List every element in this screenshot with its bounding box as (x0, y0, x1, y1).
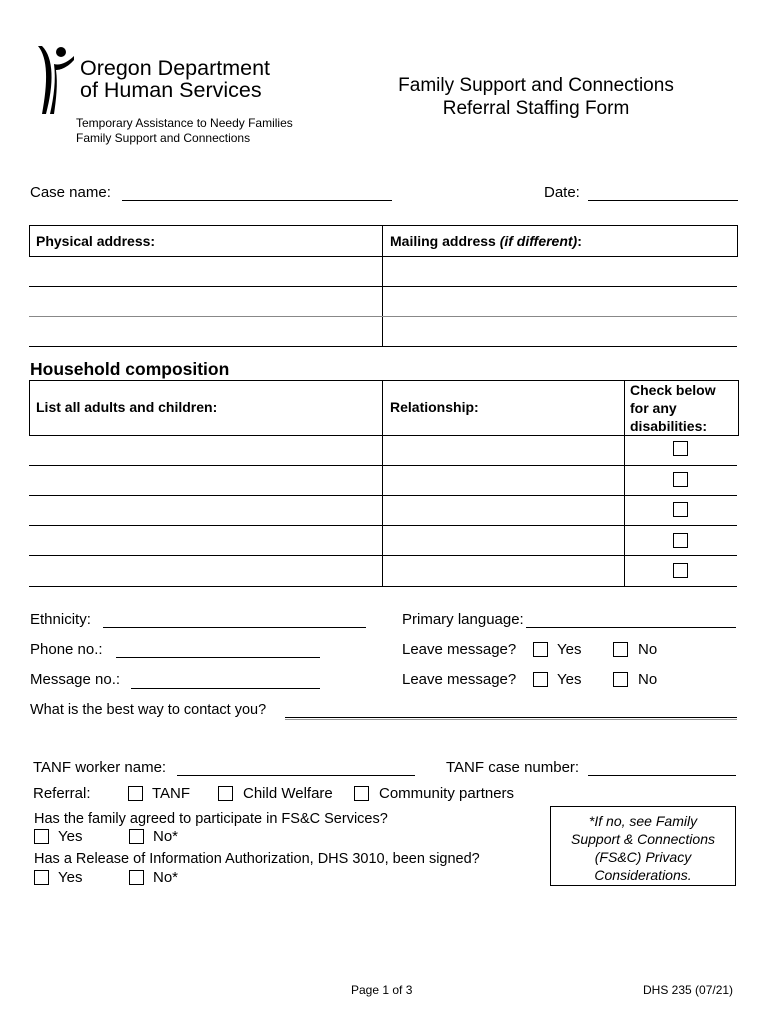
physical-address-label: Physical address: (36, 233, 156, 249)
date-field[interactable] (588, 200, 738, 201)
agency-line-2: of Human Services (80, 78, 262, 102)
disabilities-header-line-2: for any (630, 400, 677, 416)
tanf-worker-label: TANF worker name: (33, 759, 167, 776)
tanf-worker-field[interactable] (177, 775, 415, 776)
phone-leave-message-no-label: No (638, 641, 658, 658)
tanf-case-number-label: TANF case number: (446, 759, 580, 776)
phone-leave-message-yes-label: Yes (557, 641, 582, 658)
mailing-address-line-3[interactable] (382, 346, 737, 347)
participation-no-checkbox[interactable] (129, 829, 144, 844)
page-number: Page 1 of 3 (351, 983, 413, 997)
best-way-field-underline (285, 719, 737, 720)
referral-community-label: Community partners (379, 785, 515, 802)
best-way-field[interactable] (285, 717, 737, 718)
referral-community-checkbox[interactable] (354, 786, 369, 801)
referral-child-welfare-checkbox[interactable] (218, 786, 233, 801)
disabilities-header-line-1: Check below (630, 382, 716, 398)
participation-yes-label: Yes (58, 828, 83, 845)
message-leave-message-no-checkbox[interactable] (613, 672, 628, 687)
household-row-3[interactable] (29, 525, 737, 526)
referral-tanf-label: TANF (152, 785, 191, 802)
program-name (76, 116, 293, 146)
household-heading: Household composition (30, 359, 230, 379)
program-line-2: Family Support and Connections (76, 131, 251, 145)
leave-message-label-message: Leave message? (402, 671, 517, 688)
program-line-1: Temporary Assistance to Needy Families (76, 116, 293, 130)
mailing-address-line-2[interactable] (382, 316, 737, 317)
household-col-names: List all adults and children: (36, 399, 218, 415)
date-label: Date: (544, 184, 580, 201)
physical-address-line-1[interactable] (29, 286, 382, 287)
form-id: DHS 235 (07/21) (643, 983, 734, 997)
mailing-address-text: Mailing address (390, 233, 500, 249)
referral-label: Referral: (33, 785, 91, 802)
disability-checkbox-5[interactable] (673, 563, 688, 578)
form-title-line-2: Referral Staffing Form (442, 98, 630, 119)
agency-line-1: Oregon Department (80, 56, 271, 80)
form-title-line-1: Family Support and Connections (398, 75, 674, 96)
message-leave-message-yes-label: Yes (557, 671, 582, 688)
mailing-address-line-1[interactable] (382, 286, 737, 287)
mailing-address-qualifier: (if different) (499, 233, 578, 249)
phone-leave-message-no-checkbox[interactable] (613, 642, 628, 657)
privacy-note-line-2: Support & Connections (571, 831, 715, 847)
message-label: Message no.: (30, 671, 121, 688)
privacy-note-line-1: *If no, see Family (588, 813, 698, 829)
disability-checkbox-1[interactable] (673, 441, 688, 456)
release-yes-checkbox[interactable] (34, 870, 49, 885)
form-title (366, 74, 706, 120)
leave-message-label-phone: Leave message? (402, 641, 517, 658)
case-name-label: Case name: (30, 184, 111, 201)
ethnicity-field[interactable] (103, 627, 366, 628)
disability-checkbox-2[interactable] (673, 472, 688, 487)
disability-checkbox-3[interactable] (673, 502, 688, 517)
primary-language-label: Primary language: (402, 611, 524, 628)
participation-yes-checkbox[interactable] (34, 829, 49, 844)
referral-tanf-checkbox[interactable] (128, 786, 143, 801)
release-no-label: No* (153, 869, 179, 886)
participation-question: Has the family agreed to participate in FS&C Services? (34, 811, 388, 827)
physical-address-line-2[interactable] (29, 316, 382, 317)
release-yes-label: Yes (58, 869, 83, 886)
household-row-5[interactable] (29, 586, 737, 587)
household-col-disabilities (630, 381, 716, 435)
agency-name (80, 57, 270, 101)
privacy-note-box (550, 806, 736, 886)
household-row-4[interactable] (29, 555, 737, 556)
phone-leave-message-yes-checkbox[interactable] (533, 642, 548, 657)
privacy-note-line-3: (FS&C) Privacy (594, 849, 692, 865)
release-no-checkbox[interactable] (129, 870, 144, 885)
privacy-note-line-4: Considerations. (594, 867, 692, 883)
best-way-label: What is the best way to contact you? (30, 702, 267, 718)
dhs-logo-icon (34, 44, 76, 116)
message-field[interactable] (131, 688, 320, 689)
message-leave-message-yes-checkbox[interactable] (533, 672, 548, 687)
release-question: Has a Release of Information Authorization, DHS 3010, been signed? (34, 851, 480, 867)
message-leave-message-no-label: No (638, 671, 658, 688)
participation-no-label: No* (153, 828, 179, 845)
tanf-case-number-field[interactable] (588, 775, 736, 776)
household-row-1[interactable] (29, 465, 737, 466)
physical-address-line-3[interactable] (29, 346, 382, 347)
disability-checkbox-4[interactable] (673, 533, 688, 548)
mailing-address-label (390, 233, 582, 249)
phone-label: Phone no.: (30, 641, 103, 658)
phone-field[interactable] (116, 657, 320, 658)
household-col-relationship: Relationship: (390, 399, 479, 415)
referral-child-welfare-label: Child Welfare (243, 785, 333, 802)
disabilities-header-line-3: disabilities: (630, 418, 708, 434)
household-row-2[interactable] (29, 495, 737, 496)
primary-language-field[interactable] (526, 627, 736, 628)
ethnicity-label: Ethnicity: (30, 611, 91, 628)
mailing-address-colon: : (577, 233, 582, 249)
case-name-field[interactable] (122, 200, 392, 201)
